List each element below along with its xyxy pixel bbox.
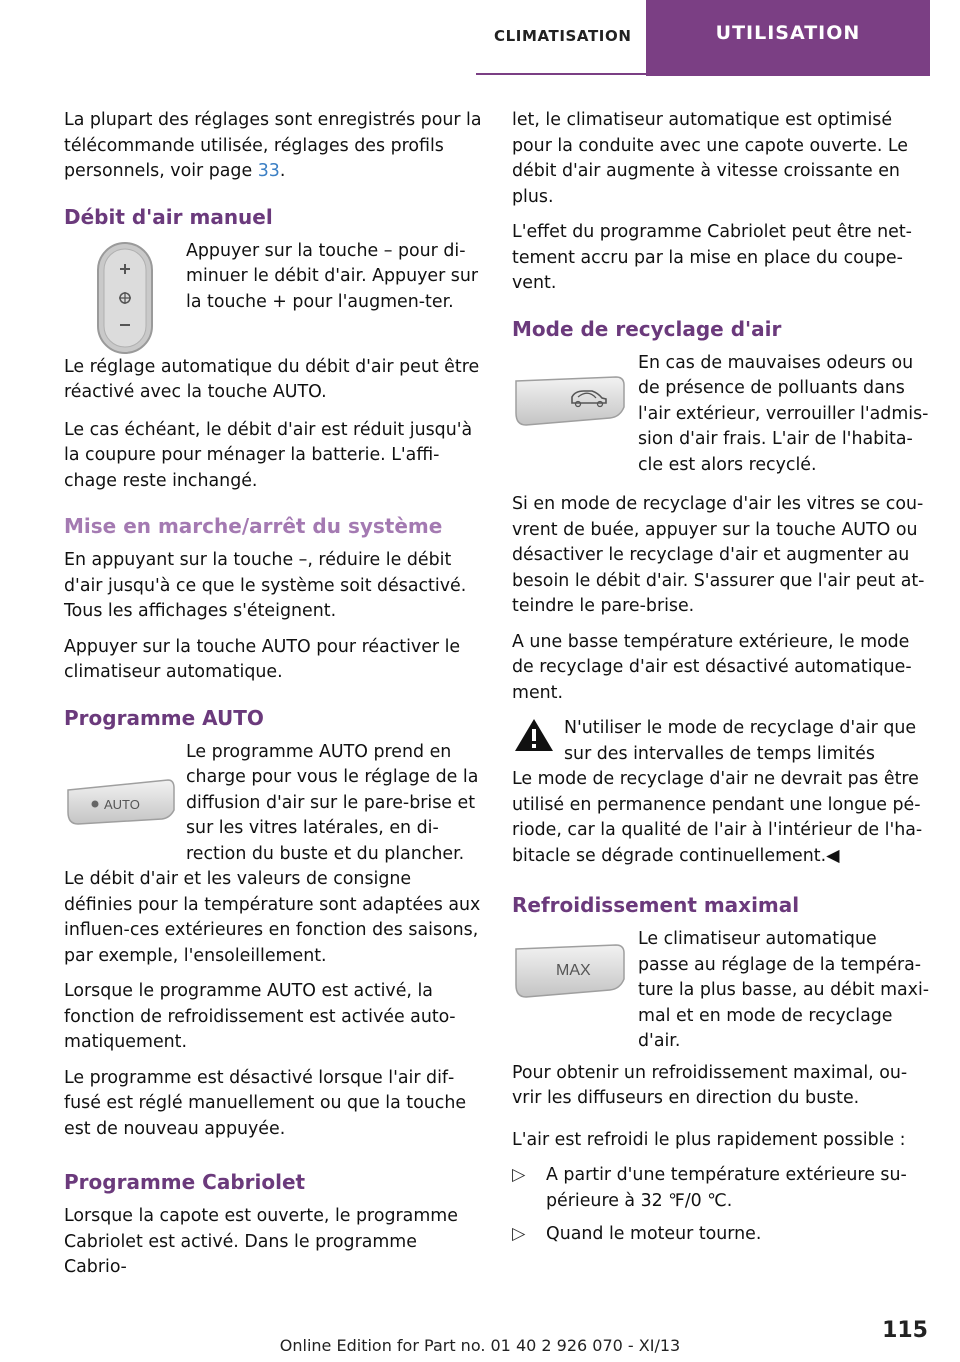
airflow-rocker-image — [64, 239, 186, 359]
auto-paragraph-2: Lorsque le programme AUTO est activé, la fonction de refroidissement est activée auto‐matiquement. — [64, 981, 456, 1052]
edition-footer: Online Edition for Part no. 01 40 2 926 070 - XI/13 — [279, 1336, 681, 1355]
onoff-paragraph-2: Appuyer sur la touche AUTO pour réactiver le climatiseur automatique. — [64, 636, 461, 682]
auto-button-image — [64, 740, 186, 870]
bullet-triangle-icon: ▷ — [512, 1165, 526, 1185]
right-column — [512, 108, 932, 1256]
heading-cabriolet-program: Programme Cabriolet — [64, 1170, 306, 1194]
recirculation-button-image — [512, 351, 638, 471]
cabriolet-paragraph-2: L'effet du programme Cabriolet peut être net‐tement accru par la mise en place du coupe-vent. — [512, 222, 912, 293]
recirculation-text: En cas de mauvaises odeurs ou de présence de polluants dans l'air extérieur, verrouiller l'admis‐sion d'air frais. L'air de l'habita‐cle est alors recyclé. — [638, 352, 929, 475]
header-rule — [476, 73, 930, 75]
warning-title: N'utiliser le mode de recyclage d'air que sur des intervalles de temps limités — [564, 718, 917, 764]
header-section-label: CLIMATISATION — [494, 27, 632, 45]
auto-button-icon — [64, 740, 176, 870]
manual-airflow-text-2: Le réglage automatique du débit d'air peut être réactivé avec la touche AUTO. — [64, 356, 480, 402]
page-number: 115 — [882, 1318, 928, 1343]
max-paragraph-2: L'air est refroidi le plus rapidement possible : — [512, 1129, 906, 1150]
fan-rocker-icon — [64, 239, 174, 357]
page-link[interactable]: 33 — [257, 161, 280, 181]
heading-max-cooling: Refroidissement maximal — [512, 893, 800, 917]
list-item: ▷ A partir d'une température extérieure su‐périeure à 32 ℉/0 ℃. — [512, 1165, 907, 1211]
svg-text:MAX: MAX — [556, 962, 591, 979]
recirculation-paragraph-1: Si en mode de recyclage d'air les vitres se cou‐vrent de buée, appuyer sur la touche AUTO ou désactiver le recyclage d'air et augmenter au besoin le débit d'air. S'assurer que l'air peut at‐teindre le pare-brise. — [512, 494, 925, 616]
max-cooling-text: Le climatiseur automatique passe au réglage de la tempéra‐ture la plus basse, au débit maxi‐mal et en mode de recyclage d'air. — [638, 929, 930, 1051]
onoff-paragraph-1: En appuyant sur la touche –, réduire le débit d'air jusqu'à ce que le système soit désactivé. Tous les affichages s'éteignent. — [64, 550, 467, 621]
max-paragraph-1: Pour obtenir un refroidissement maximal, ou‐vrir les diffuseurs en direction du buste. — [512, 1062, 908, 1108]
conditions-list — [512, 1163, 932, 1248]
bullet-triangle-icon: ▷ — [512, 1224, 526, 1244]
header-chapter-tab — [646, 0, 930, 76]
heading-auto-program: Programme AUTO — [64, 705, 264, 730]
warning-block — [512, 716, 932, 767]
max-button-image — [512, 927, 638, 1051]
left-column — [64, 108, 484, 1291]
heading-manual-airflow: Débit d'air manuel — [64, 204, 273, 229]
header-chapter-label: UTILISATION — [715, 22, 861, 44]
auto-paragraph-3: Le programme est désactivé lorsque l'air dif‐fusé est réglé manuellement ou que la touche est de nouveau appuyée. — [64, 1067, 467, 1139]
recirculation-paragraph-2: A une basse température extérieure, le mode de recyclage d'air est désactivé automatique‐ment. — [512, 631, 912, 703]
warning-text: Le mode de recyclage d'air ne devrait pas être utilisé en permanence pendant une longue pé‐riode, car la qualité de l'air à l'intérieur de l'ha‐bitacle se dégrade continuellement.◀ — [512, 769, 923, 866]
manual-airflow-paragraph: Le cas échéant, le débit d'air est réduit jusqu'à la coupure pour ménager la batterie. L'affi‐chage reste inchangé. — [64, 419, 473, 491]
cabriolet-paragraph-1: Lorsque la capote est ouverte, le programme Cabriolet est activé. Dans le programme Cabrio‐ — [64, 1206, 458, 1277]
intro-paragraph: La plupart des réglages sont enregistrés pour la télécommande utilisée, réglages des profils personnels, voir page 33. — [64, 110, 482, 181]
auto-paragraph-1: Le débit d'air et les valeurs de consigne définies pour la température sont adaptées aux influen‐ces extérieures en fonction des saisons, par exemple, l'ensoleillement. — [64, 869, 481, 966]
heading-recirculation: Mode de recyclage d'air — [512, 316, 782, 341]
manual-airflow-block — [64, 239, 484, 359]
warning-triangle-icon — [512, 716, 564, 767]
auto-program-text: Le programme AUTO prend en charge pour vous le réglage de la diffusion d'air sur le pare-brise et sur les vitres latérales, en di‐rection du buste et du plancher. — [186, 741, 479, 864]
cabriolet-continued: let, le climatiseur automatique est optimisé pour la conduite avec une capote ouverte. Le débit d'air augmente à vitesse croissante en plus. — [512, 110, 908, 207]
air-recirculation-icon — [512, 351, 628, 471]
heading-system-onoff: Mise en marche/arrêt du système — [64, 514, 443, 538]
list-item: ▷ Quand le moteur tourne. — [512, 1222, 932, 1248]
manual-airflow-text: Appuyer sur la touche – pour di‐minuer le débit d'air. Appuyer sur la touche + pour l'augmen‐ter. — [186, 240, 479, 312]
header-section — [476, 0, 646, 70]
auto-program-block — [64, 740, 484, 878]
svg-text:AUTO: AUTO — [104, 796, 140, 812]
max-cooling-block — [512, 927, 932, 1065]
max-button-icon — [512, 927, 628, 1051]
recirculation-block — [512, 351, 932, 489]
